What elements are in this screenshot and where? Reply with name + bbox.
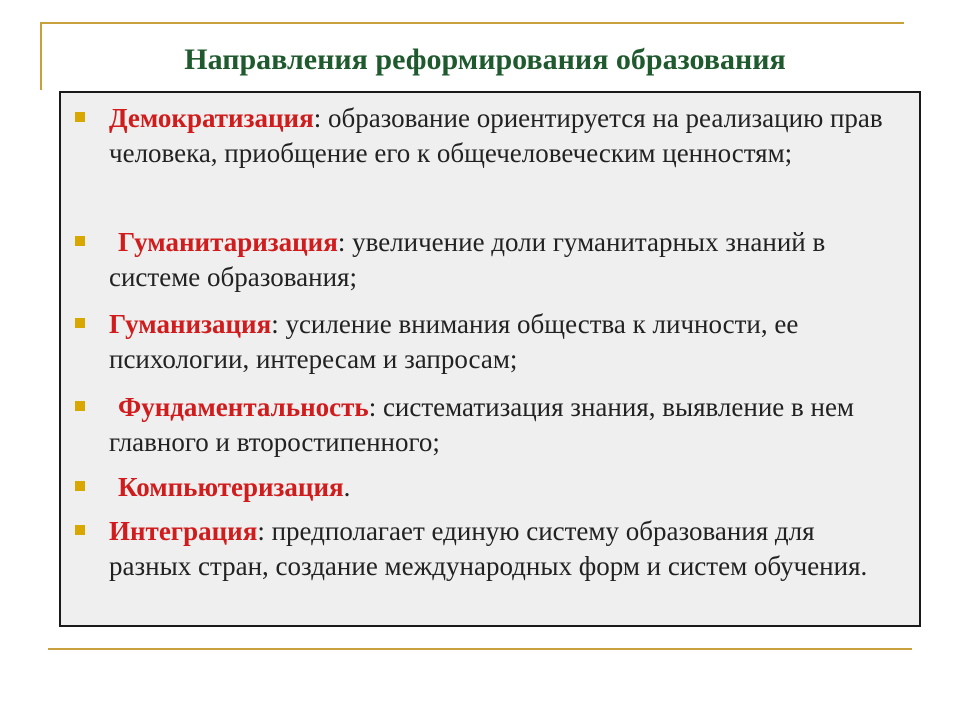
definition-democratization: : образование ориентируется на реализацию прав человека, приобщение его к общечеловеческим ценностям; bbox=[109, 103, 883, 168]
list-item-fundamentality bbox=[109, 390, 899, 460]
definition-humanitarization: : увеличение доли гуманитарных знаний в системе образования; bbox=[109, 227, 826, 292]
square-bullet-icon bbox=[75, 525, 85, 535]
term-fundamentality: Фундаментальность bbox=[118, 392, 369, 422]
frame-left-line bbox=[40, 22, 42, 90]
definition-computerization: . bbox=[343, 472, 351, 502]
frame-bottom-line bbox=[48, 648, 912, 650]
term-democratization: Демократизация bbox=[109, 103, 314, 133]
list-item-democratization bbox=[109, 101, 899, 171]
content-box bbox=[59, 91, 921, 627]
definition-fundamentality: : систематизация знания, выявление в нем главного и второстипенного; bbox=[109, 392, 855, 457]
list-item-integration bbox=[109, 514, 899, 584]
term-humanization: Гуманизация bbox=[109, 309, 272, 339]
frame-top-line bbox=[40, 22, 904, 24]
square-bullet-icon bbox=[75, 481, 85, 491]
list-item-humanitarization bbox=[109, 225, 899, 295]
square-bullet-icon bbox=[75, 236, 85, 246]
slide-title: Направления реформирования образования bbox=[184, 43, 786, 76]
square-bullet-icon bbox=[75, 318, 85, 328]
term-integration: Интеграция bbox=[109, 516, 258, 546]
definition-humanization: : усиление внимания общества к личности, ее психологии, интересам и запросам; bbox=[109, 309, 799, 374]
list-item-computerization bbox=[109, 470, 899, 505]
list-item-humanization bbox=[109, 307, 899, 377]
definition-integration: : предполагает единую систему образования для разных стран, создание международных форм и систем обучения. bbox=[109, 516, 868, 581]
term-humanitarization: Гуманитаризация bbox=[118, 227, 338, 257]
term-computerization: Компьютеризация bbox=[118, 472, 344, 502]
square-bullet-icon bbox=[75, 112, 85, 122]
square-bullet-icon bbox=[75, 401, 85, 411]
